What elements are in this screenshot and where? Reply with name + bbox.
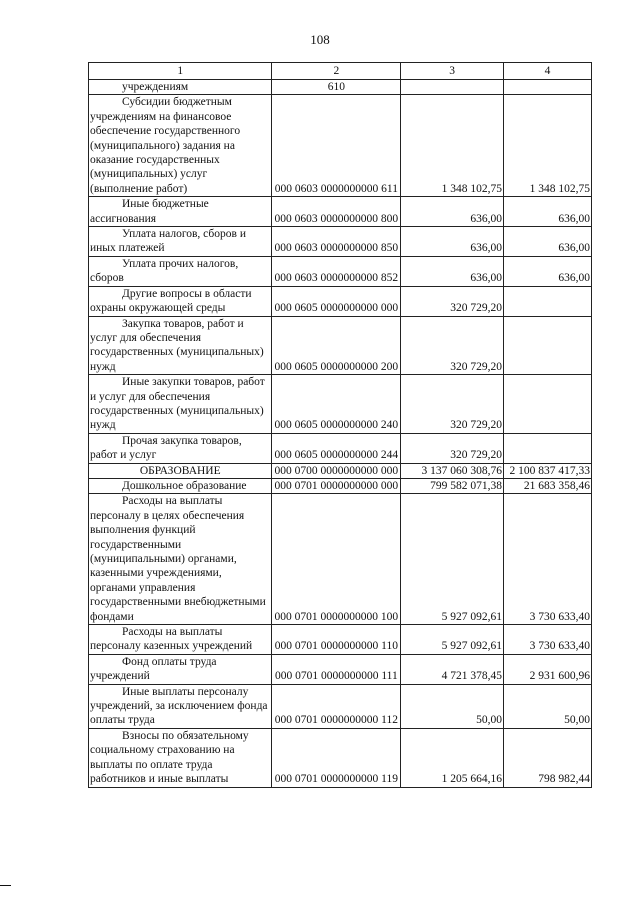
- table-row: [89, 256, 592, 286]
- table-row: [89, 494, 592, 625]
- table-row: [89, 197, 592, 227]
- row-code: 000 0605 0000000000 240: [274, 419, 399, 432]
- row-value-col4-cell: [503, 478, 591, 493]
- row-code: 000 0701 0000000000 111: [274, 670, 398, 683]
- row-value-col3-cell: [401, 227, 504, 257]
- row-code-cell: [272, 316, 401, 375]
- table-row: [89, 684, 592, 728]
- row-code: 000 0603 0000000000 611: [274, 182, 398, 195]
- row-name-cell: [89, 728, 272, 787]
- row-value-col4: 636,00: [558, 242, 590, 255]
- header-col-2: 2: [272, 63, 401, 80]
- row-value-col3-cell: [401, 80, 504, 95]
- row-value-col4-cell: [503, 433, 591, 463]
- row-value-col4-cell: [503, 95, 591, 197]
- row-name-cell: [89, 80, 272, 95]
- row-name-cell: [89, 478, 272, 493]
- margin-mark: [0, 885, 11, 886]
- table-row: [89, 478, 592, 493]
- row-value-col3: 5 927 092,61: [441, 610, 502, 623]
- row-value-col4: 3 730 633,40: [529, 640, 590, 653]
- row-name-cell: [89, 286, 272, 316]
- row-name-cell: [89, 316, 272, 375]
- row-value-col4-cell: [503, 197, 591, 227]
- row-code-cell: [272, 478, 401, 493]
- row-code: 000 0700 0000000000 000: [274, 464, 399, 477]
- row-name: Уплата налогов, сборов и иных платежей: [90, 228, 246, 255]
- row-value-col3-cell: [401, 463, 504, 478]
- row-code-cell: [272, 625, 401, 655]
- row-name: Дошкольное образование: [122, 479, 247, 492]
- row-value-col4-cell: [503, 286, 591, 316]
- row-name-cell: [89, 494, 272, 625]
- table-row: [89, 433, 592, 463]
- row-name-cell: [89, 375, 272, 434]
- row-value-col4: 636,00: [558, 272, 590, 285]
- row-name: Расходы на выплаты персоналу казенных учреждений: [90, 626, 253, 653]
- row-value-col3: 636,00: [470, 212, 502, 225]
- row-code: 000 0603 0000000000 800: [274, 212, 399, 225]
- row-code-cell: [272, 95, 401, 197]
- row-value-col3: 5 927 092,61: [441, 640, 502, 653]
- row-code: 000 0701 0000000000 000: [274, 479, 399, 492]
- row-code: 000 0701 0000000000 119: [274, 773, 398, 786]
- row-value-col3: 320 729,20: [450, 419, 502, 432]
- row-code-cell: [272, 654, 401, 684]
- row-value-col4-cell: [503, 684, 591, 728]
- row-value-col4: 3 730 633,40: [529, 610, 590, 623]
- row-value-col4-cell: [503, 494, 591, 625]
- row-value-col3-cell: [401, 625, 504, 655]
- row-name-cell: [89, 197, 272, 227]
- row-code: 000 0605 0000000000 244: [274, 449, 399, 462]
- row-value-col3: 50,00: [476, 714, 502, 727]
- row-value-col4-cell: [503, 80, 591, 95]
- row-value-col4: 1 348 102,75: [529, 182, 590, 195]
- row-code-cell: [272, 286, 401, 316]
- row-value-col3-cell: [401, 433, 504, 463]
- row-code: 000 0605 0000000000 200: [274, 360, 399, 373]
- row-name-cell: [89, 463, 272, 478]
- row-name: Прочая закупка товаров, работ и услуг: [90, 434, 242, 462]
- budget-table: [88, 62, 592, 788]
- header-col-4: 4: [503, 63, 591, 80]
- row-value-col3-cell: [401, 286, 504, 316]
- row-value-col4-cell: [503, 316, 591, 375]
- row-value-col3: 320 729,20: [450, 302, 502, 315]
- row-value-col3-cell: [401, 684, 504, 728]
- row-value-col3: 4 721 378,45: [441, 670, 502, 683]
- row-code: 000 0603 0000000000 852: [274, 272, 399, 285]
- row-value-col3-cell: [401, 375, 504, 434]
- row-value-col4: 50,00: [564, 714, 590, 727]
- row-code: 000 0605 0000000000 000: [274, 302, 399, 315]
- row-value-col3: 1 348 102,75: [441, 182, 502, 195]
- row-value-col4-cell: [503, 625, 591, 655]
- page-number: 108: [310, 32, 330, 47]
- row-name: Другие вопросы в области охраны окружающей среды: [90, 287, 252, 315]
- row-name-cell: [89, 625, 272, 655]
- row-name: Субсидии бюджетным учреждениям на финансовое обеспечение государственного (муниципального) задания на оказание государственных (муниципальных) услуг (выполнение работ): [90, 96, 241, 195]
- row-value-col4: 2 100 837 417,33: [509, 464, 590, 477]
- row-name: Иные выплаты персоналу учреждений, за исключением фонда оплаты труда: [90, 685, 268, 727]
- row-code: 000 0701 0000000000 100: [274, 610, 399, 623]
- row-value-col3: 320 729,20: [450, 360, 502, 373]
- row-value-col3-cell: [401, 95, 504, 197]
- table-row: [89, 316, 592, 375]
- row-value-col3-cell: [401, 316, 504, 375]
- row-name-cell: [89, 256, 272, 286]
- row-code-cell: [272, 463, 401, 478]
- table-row: [89, 728, 592, 787]
- row-name: Иные бюджетные ассигнования: [90, 198, 209, 225]
- row-value-col3: 320 729,20: [450, 449, 502, 462]
- row-name-cell: [89, 227, 272, 257]
- row-value-col4-cell: [503, 463, 591, 478]
- row-value-col3: 799 582 071,38: [430, 479, 502, 492]
- row-code-cell: [272, 433, 401, 463]
- row-code-cell: [272, 227, 401, 257]
- table-row: [89, 95, 592, 197]
- row-code: 000 0701 0000000000 112: [274, 714, 398, 727]
- row-value-col4: 2 931 600,96: [529, 670, 590, 683]
- row-value-col3-cell: [401, 256, 504, 286]
- header-col-3: 3: [401, 63, 504, 80]
- row-name: Уплата прочих налогов, сборов: [90, 257, 239, 285]
- table-row: [89, 80, 592, 95]
- row-value-col3: 3 137 060 308,76: [421, 464, 502, 477]
- row-value-col4: 798 982,44: [538, 773, 590, 786]
- row-value-col4-cell: [503, 256, 591, 286]
- row-value-col3: 636,00: [470, 272, 502, 285]
- row-code-cell: [272, 256, 401, 286]
- row-code-cell: [272, 684, 401, 728]
- row-value-col3-cell: [401, 494, 504, 625]
- row-name-cell: [89, 95, 272, 197]
- row-name: Расходы на выплаты персоналу в целях обеспечения выполнения функций государственными (муниципальными) органами, казенными учреждениями, органами управления государственными внебюджетными фондами: [90, 495, 266, 623]
- row-value-col3-cell: [401, 478, 504, 493]
- row-value-col4-cell: [503, 728, 591, 787]
- row-name: учреждениям: [122, 81, 189, 93]
- table-row: [89, 654, 592, 684]
- row-value-col3: 636,00: [470, 242, 502, 255]
- row-name: Закупка товаров, работ и услуг для обеспечения государственных (муниципальных) нужд: [90, 317, 264, 373]
- row-name: ОБРАЗОВАНИЕ: [139, 464, 221, 477]
- row-name: Иные закупки товаров, работ и услуг для обеспечения государственных (муниципальных) нужд: [90, 376, 265, 432]
- row-value-col4-cell: [503, 654, 591, 684]
- row-value-col4: 636,00: [558, 212, 590, 225]
- row-code-cell: [272, 197, 401, 227]
- row-code-cell: [272, 494, 401, 625]
- row-code: 000 0701 0000000000 110: [274, 640, 398, 653]
- row-value-col3-cell: [401, 197, 504, 227]
- row-name-cell: [89, 684, 272, 728]
- row-name-cell: [89, 433, 272, 463]
- table-row: [89, 227, 592, 257]
- row-value-col3: 1 205 664,16: [441, 773, 502, 786]
- row-value-col4: 21 683 358,46: [523, 479, 590, 492]
- row-name-cell: [89, 654, 272, 684]
- row-code-cell: [272, 80, 401, 95]
- table-row: [89, 625, 592, 655]
- row-name: Взносы по обязательному социальному страхованию на выплаты по оплате труда работников и иные выплаты: [90, 729, 249, 786]
- table-row: [89, 286, 592, 316]
- row-value-col4-cell: [503, 375, 591, 434]
- row-value-col3-cell: [401, 654, 504, 684]
- table-row: [89, 375, 592, 434]
- row-name: Фонд оплаты труда учреждений: [90, 655, 217, 683]
- row-code: 610: [327, 81, 345, 93]
- row-code-cell: [272, 375, 401, 434]
- header-col-1: 1: [89, 63, 272, 80]
- row-code: 000 0603 0000000000 850: [274, 242, 399, 255]
- table-row: [89, 463, 592, 478]
- row-code-cell: [272, 728, 401, 787]
- row-value-col3-cell: [401, 728, 504, 787]
- row-value-col4-cell: [503, 227, 591, 257]
- table-header-row: [89, 63, 592, 80]
